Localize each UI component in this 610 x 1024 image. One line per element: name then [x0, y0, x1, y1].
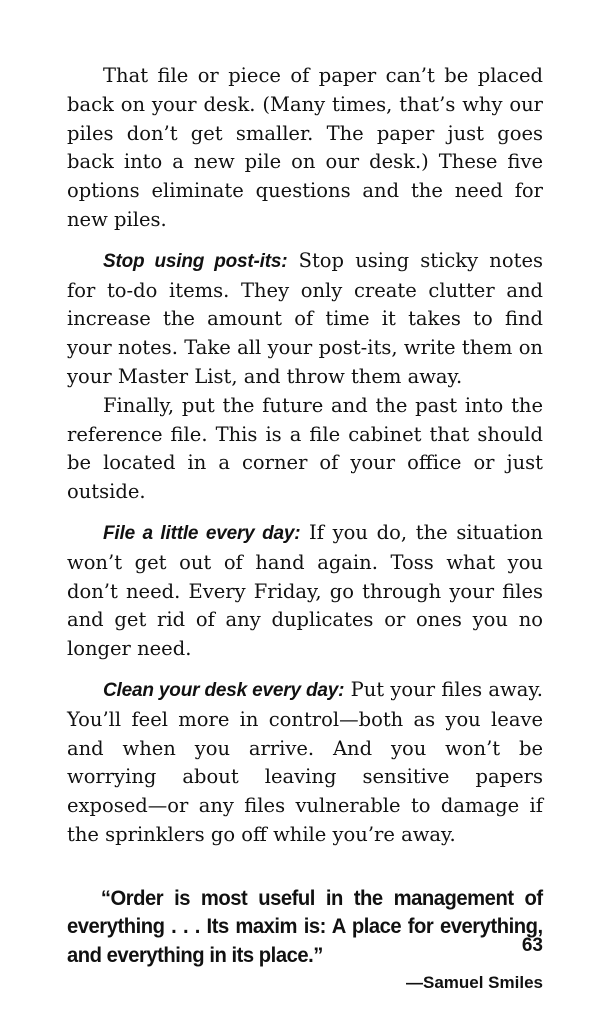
paragraph-clean-desk [67, 676, 543, 850]
paragraph-post-its [67, 247, 543, 392]
quote-attribution: —Samuel Smiles [405, 973, 543, 993]
paragraph-file-placement: That file or piece of paper can’t be placed back on your desk. (Many times, that’s why our piles don’t get smaller. The paper just goes back into a new pile on our desk.) These five options eliminate questions and the need for new piles. [67, 64, 543, 231]
tip-body-file-daily: If you do, the situation won’t get out of hand again. Toss what you don’t need. Every Friday, go through your files and get rid of any duplicates or ones you no longer need. [67, 520, 543, 661]
tip-body-post-its: Stop using sticky notes for to-do items. They only create clutter and increase the amount of time it takes to find your notes. Take all your post-its, write them on your Master List, and throw them away. [67, 248, 543, 388]
paragraph-file-daily [67, 519, 543, 664]
tip-heading-post-its: Stop using post-its: [103, 250, 288, 272]
tip-heading-file-daily: File a little every day: [103, 522, 301, 544]
page-number: 63 [521, 935, 543, 956]
pull-quote: “Order is most useful in the management of everything . . . Its maxim is: A place for everything, and everything in its place.” [67, 885, 543, 967]
page-body [67, 62, 543, 993]
tip-heading-clean-desk: Clean your desk every day: [103, 679, 345, 701]
paragraph-reference-file: Finally, put the future and the past into the reference file. This is a file cabinet that should be located in a corner of your office or just outside. [67, 393, 543, 504]
tip-body-clean-desk: Put your files away. You’ll feel more in control—both as you leave and when you arrive. And you won’t be worrying about leaving sensitive papers exposed—or any files vulnerable to damage if the sprinklers go off while you’re away. [67, 677, 543, 846]
